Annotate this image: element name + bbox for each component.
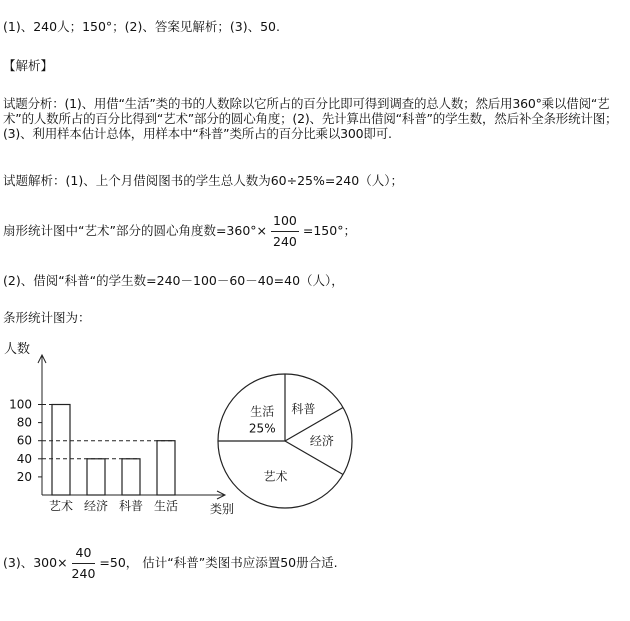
part3-denominator: 240 [71, 566, 96, 581]
y-tick-label: 80 [16, 415, 32, 430]
solution-line: 试题解析：(1)、上个月借阅图书的学生总人数为60÷25%=240（人）； [3, 173, 403, 188]
pie-slice-label: 艺术 [263, 469, 288, 484]
pie-slice-label: 科普 [291, 402, 316, 417]
y-tick-label: 100 [9, 397, 32, 412]
bar [157, 441, 175, 495]
x-tick-label: 生活 [153, 499, 179, 513]
x-tick-label: 艺术 [48, 499, 74, 513]
angle-fraction [271, 213, 299, 250]
angle-suffix: =150°； [302, 223, 356, 238]
pie-slice-percent: 25% [248, 421, 276, 436]
bar [52, 405, 70, 496]
x-axis-label: 类别 [210, 502, 235, 516]
bar-caption: 条形统计图为： [3, 310, 91, 325]
pie-slice-label: 生活 [250, 404, 275, 419]
bar [87, 459, 105, 495]
answer-line: (1)、240人；150°；(2)、答案见解析；(3)、50. [3, 19, 280, 34]
part2-line: (2)、借阅“科普“的学生数=240－100－60－40=40（人）， [3, 273, 344, 288]
angle-numerator: 100 [271, 213, 299, 232]
angle-denominator: 240 [273, 234, 297, 249]
statistics-figure [0, 335, 630, 525]
bar [122, 459, 140, 495]
y-tick-label: 40 [16, 451, 32, 466]
analysis-paragraph: 试题分析：(1)、用借“生活”类的书的人数除以它所占的百分比即可得到调查的总人数；然后用360°乘以借阅“艺术”的人数所占的百分比得到“艺术”部分的圆心角度；(2)、先计算出借阅“科普”的学生数，然后补全条形统计图；(3)、利用样本估计总体，用样本中“科普”类所占的百分比乘以300即可. [3, 96, 618, 141]
section-heading: 【解析】 [3, 58, 54, 73]
part3-suffix: =50， 估计“科普”类图书应添置50册合适. [99, 555, 338, 570]
part3-fraction [72, 545, 96, 582]
x-tick-label: 科普 [118, 499, 144, 513]
x-tick-label: 经济 [83, 499, 109, 513]
angle-prefix: 扇形统计图中“艺术”部分的圆心角度数=360°× [3, 223, 268, 238]
part3-numerator: 40 [72, 545, 96, 564]
y-tick-label: 60 [16, 433, 32, 448]
part3-line [3, 545, 338, 582]
y-axis-label: 人数 [4, 342, 31, 357]
angle-line [3, 213, 356, 250]
part3-prefix: (3)、300× [3, 555, 68, 570]
pie-slice-label: 经济 [309, 434, 334, 448]
y-tick-label: 20 [16, 469, 32, 484]
